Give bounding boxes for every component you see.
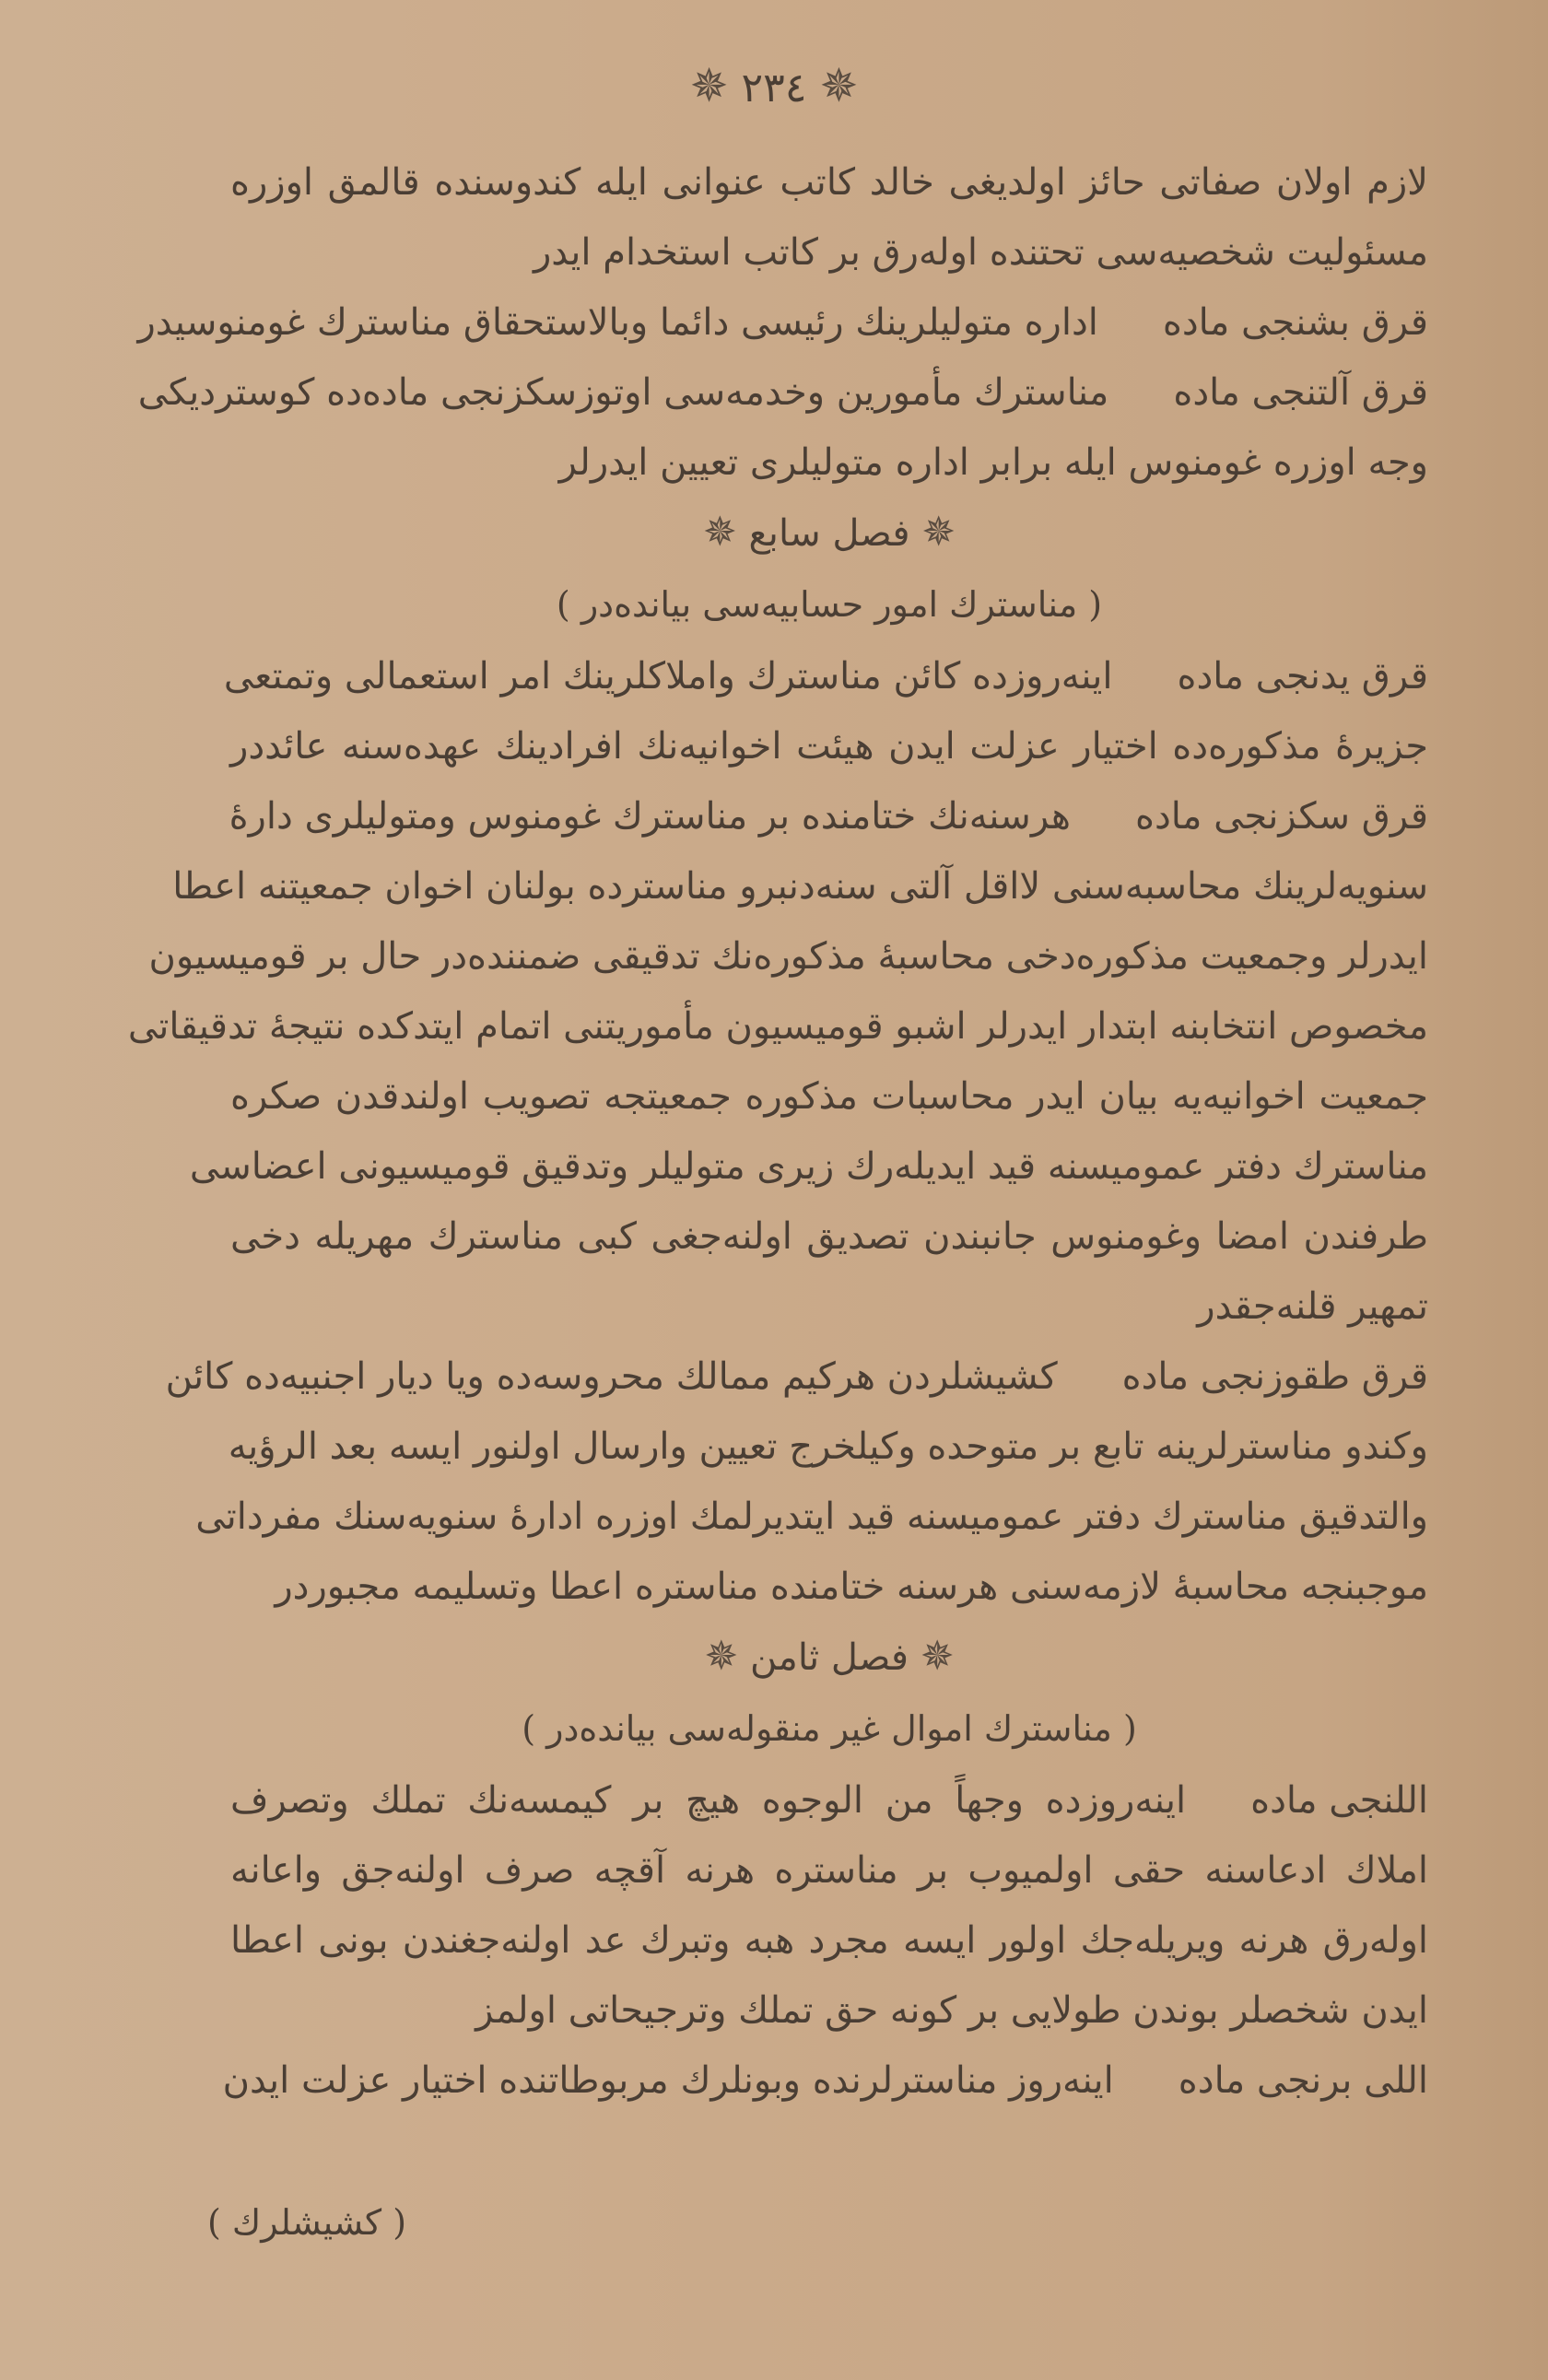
page-number-value: ٢٣٤ [741,64,807,111]
section-7-heading [230,498,1428,568]
article-text: مناسترك مأمورین وخدمه‌سی اوتوزسكزنجی ماده‌ده كوستردیكی [137,371,1109,414]
text-line: مناسترك دفتر عمومیسنه قید ایدیله‌رك زیری متولیلر وتدقیق قومیسیونی اعضاسی [189,1145,1428,1188]
text-line: مخصوص انتخابنه ابتدار ایدرلر اشبو قومیسیون مأموریتنی اتمام ایتدكده نتیجهٔ تدقیقاتی [127,1005,1428,1048]
text-line: طرفندن امضا وغومنوس جانبندن تصدیق اولنه‌جغی كبی مناسترك مهریله دخی [230,1215,1428,1258]
article-48-line [230,781,1428,851]
text-line: اوله‌رق هرنه ویریله‌جك اولور ایسه مجرد هبه وتبرك عد اولنه‌جغندن بونی اعطا [230,1919,1428,1962]
text-line: وكندو مناسترلرینه تابع بر متوحده وكیلخرج تعیین وارسال اولنور ایسه بعد الرؤیه [228,1425,1428,1468]
section-8-heading [230,1622,1428,1692]
text-line: وجه اوزره غومنوس ایله برابر اداره متولیلری تعیین ایدرلر [558,441,1428,484]
article-label: اللی برنجی ماده [1178,2059,1428,2102]
text-line: لازم اولان صفاتی حائز اولدیغی خالد كاتب عنوانی ایله كندوسنده قالمق اوزره [230,161,1428,204]
text-body [127,147,1428,2116]
text-line: جمعیت اخوانیه‌یه بیان ایدر محاسبات مذكوره جمعیتجه تصویب اولندقدن صكره [230,1075,1428,1118]
text-line: سنویه‌لرینك محاسبه‌سنی لااقل آلتی سنه‌دنبرو مناسترده بولنان اخوان جمعیتنه اعطا [172,865,1428,908]
article-51-line [222,2046,1428,2116]
article-label: قرق یدنجی ماده [1177,655,1428,698]
article-label: قرق آلتنجی ماده [1173,371,1428,414]
article-text: هرسنه‌نك ختامنده بر مناسترك غومنوس ومتولیلری دارهٔ [229,795,1071,838]
section-title: فصل سابع [748,512,910,555]
article-46-line [137,358,1428,428]
section-8-subtitle: ( مناسترك اموال غیر منقوله‌سی بیانده‌در ) [522,1708,1137,1749]
article-50-line [230,1765,1428,1835]
ornament-icon: ✵ [921,509,956,556]
ornament-icon: ✵ [704,1633,739,1680]
article-45-line [137,287,1428,358]
ornament-icon: ✵ [702,509,737,556]
article-label: قرق طقوزنجی ماده [1121,1355,1428,1398]
article-49-line [165,1342,1428,1412]
article-47-line [223,641,1428,711]
article-label: اللنجی ماده [1250,1779,1428,1822]
section-7-subtitle: ( مناسترك امور حسابیه‌سی بیانده‌در ) [556,584,1103,625]
text-line: تمهیر قلنه‌جقدر [1197,1285,1428,1328]
catchword: ( كشیشلرك ) [207,2202,407,2243]
text-line: ایدرلر وجمعیت مذكوره‌دخی محاسبهٔ مذكوره‌نك تدقیقی ضمننده‌در حال بر قومیسیون [148,935,1428,978]
text-line: ایدن شخصلر بوندن طولایی بر كونه حق تملك وترجیحاتی اولمز [475,1989,1428,2032]
ornament-icon: ✵ [819,59,859,112]
text-line: والتدقیق مناسترك دفتر عمومیسنه قید ایتدیرلمك اوزره ادارهٔ سنویه‌سنك مفرداتی [195,1495,1428,1538]
article-label: قرق بشنجی ماده [1162,301,1428,344]
text-line: املاك ادعاسنه حقی اولمیوب بر مناستره هرنه آقچه صرف اولنه‌جق واعانه [230,1849,1428,1892]
article-text: اینه‌روزده كائن مناسترك واملاكلرینك امر استعمالی وتمتعی [223,655,1113,698]
article-text: كشیشلردن هركیم ممالك محروسه‌ده ویا دیار اجنبیه‌ده كائن [165,1355,1058,1398]
article-text: اداره متولیلرینك رئیسی دائما وبالاستحقاق مناسترك غومنوسیدر [137,301,1098,344]
text-line: جزیرهٔ مذكوره‌ده اختیار عزلت ایدن هیئت اخوانیه‌نك افرادینك عهده‌سنه عائددر [230,725,1428,768]
page-number [0,59,1548,112]
section-title: فصل ثامن [749,1636,909,1679]
ornament-icon: ✵ [689,59,729,112]
text-line: مسئولیت شخصیه‌سی تحتنده اوله‌رق بر كاتب استخدام ایدر [533,231,1428,274]
article-text: اینه‌روزده وجهاً من الوجوه هیچ بر كیمسه‌نك تملك وتصرف [230,1779,1187,1822]
article-label: قرق سكزنجی ماده [1134,795,1428,838]
ornament-icon: ✵ [920,1633,955,1680]
article-text: اینه‌روز مناسترلرنده وبونلرك مربوطاتنده اختیار عزلت ایدن [222,2059,1114,2102]
text-line: موجبنجه محاسبهٔ لازمه‌سنی هرسنه ختامنده مناستره اعطا وتسلیمه مجبوردر [275,1565,1428,1608]
